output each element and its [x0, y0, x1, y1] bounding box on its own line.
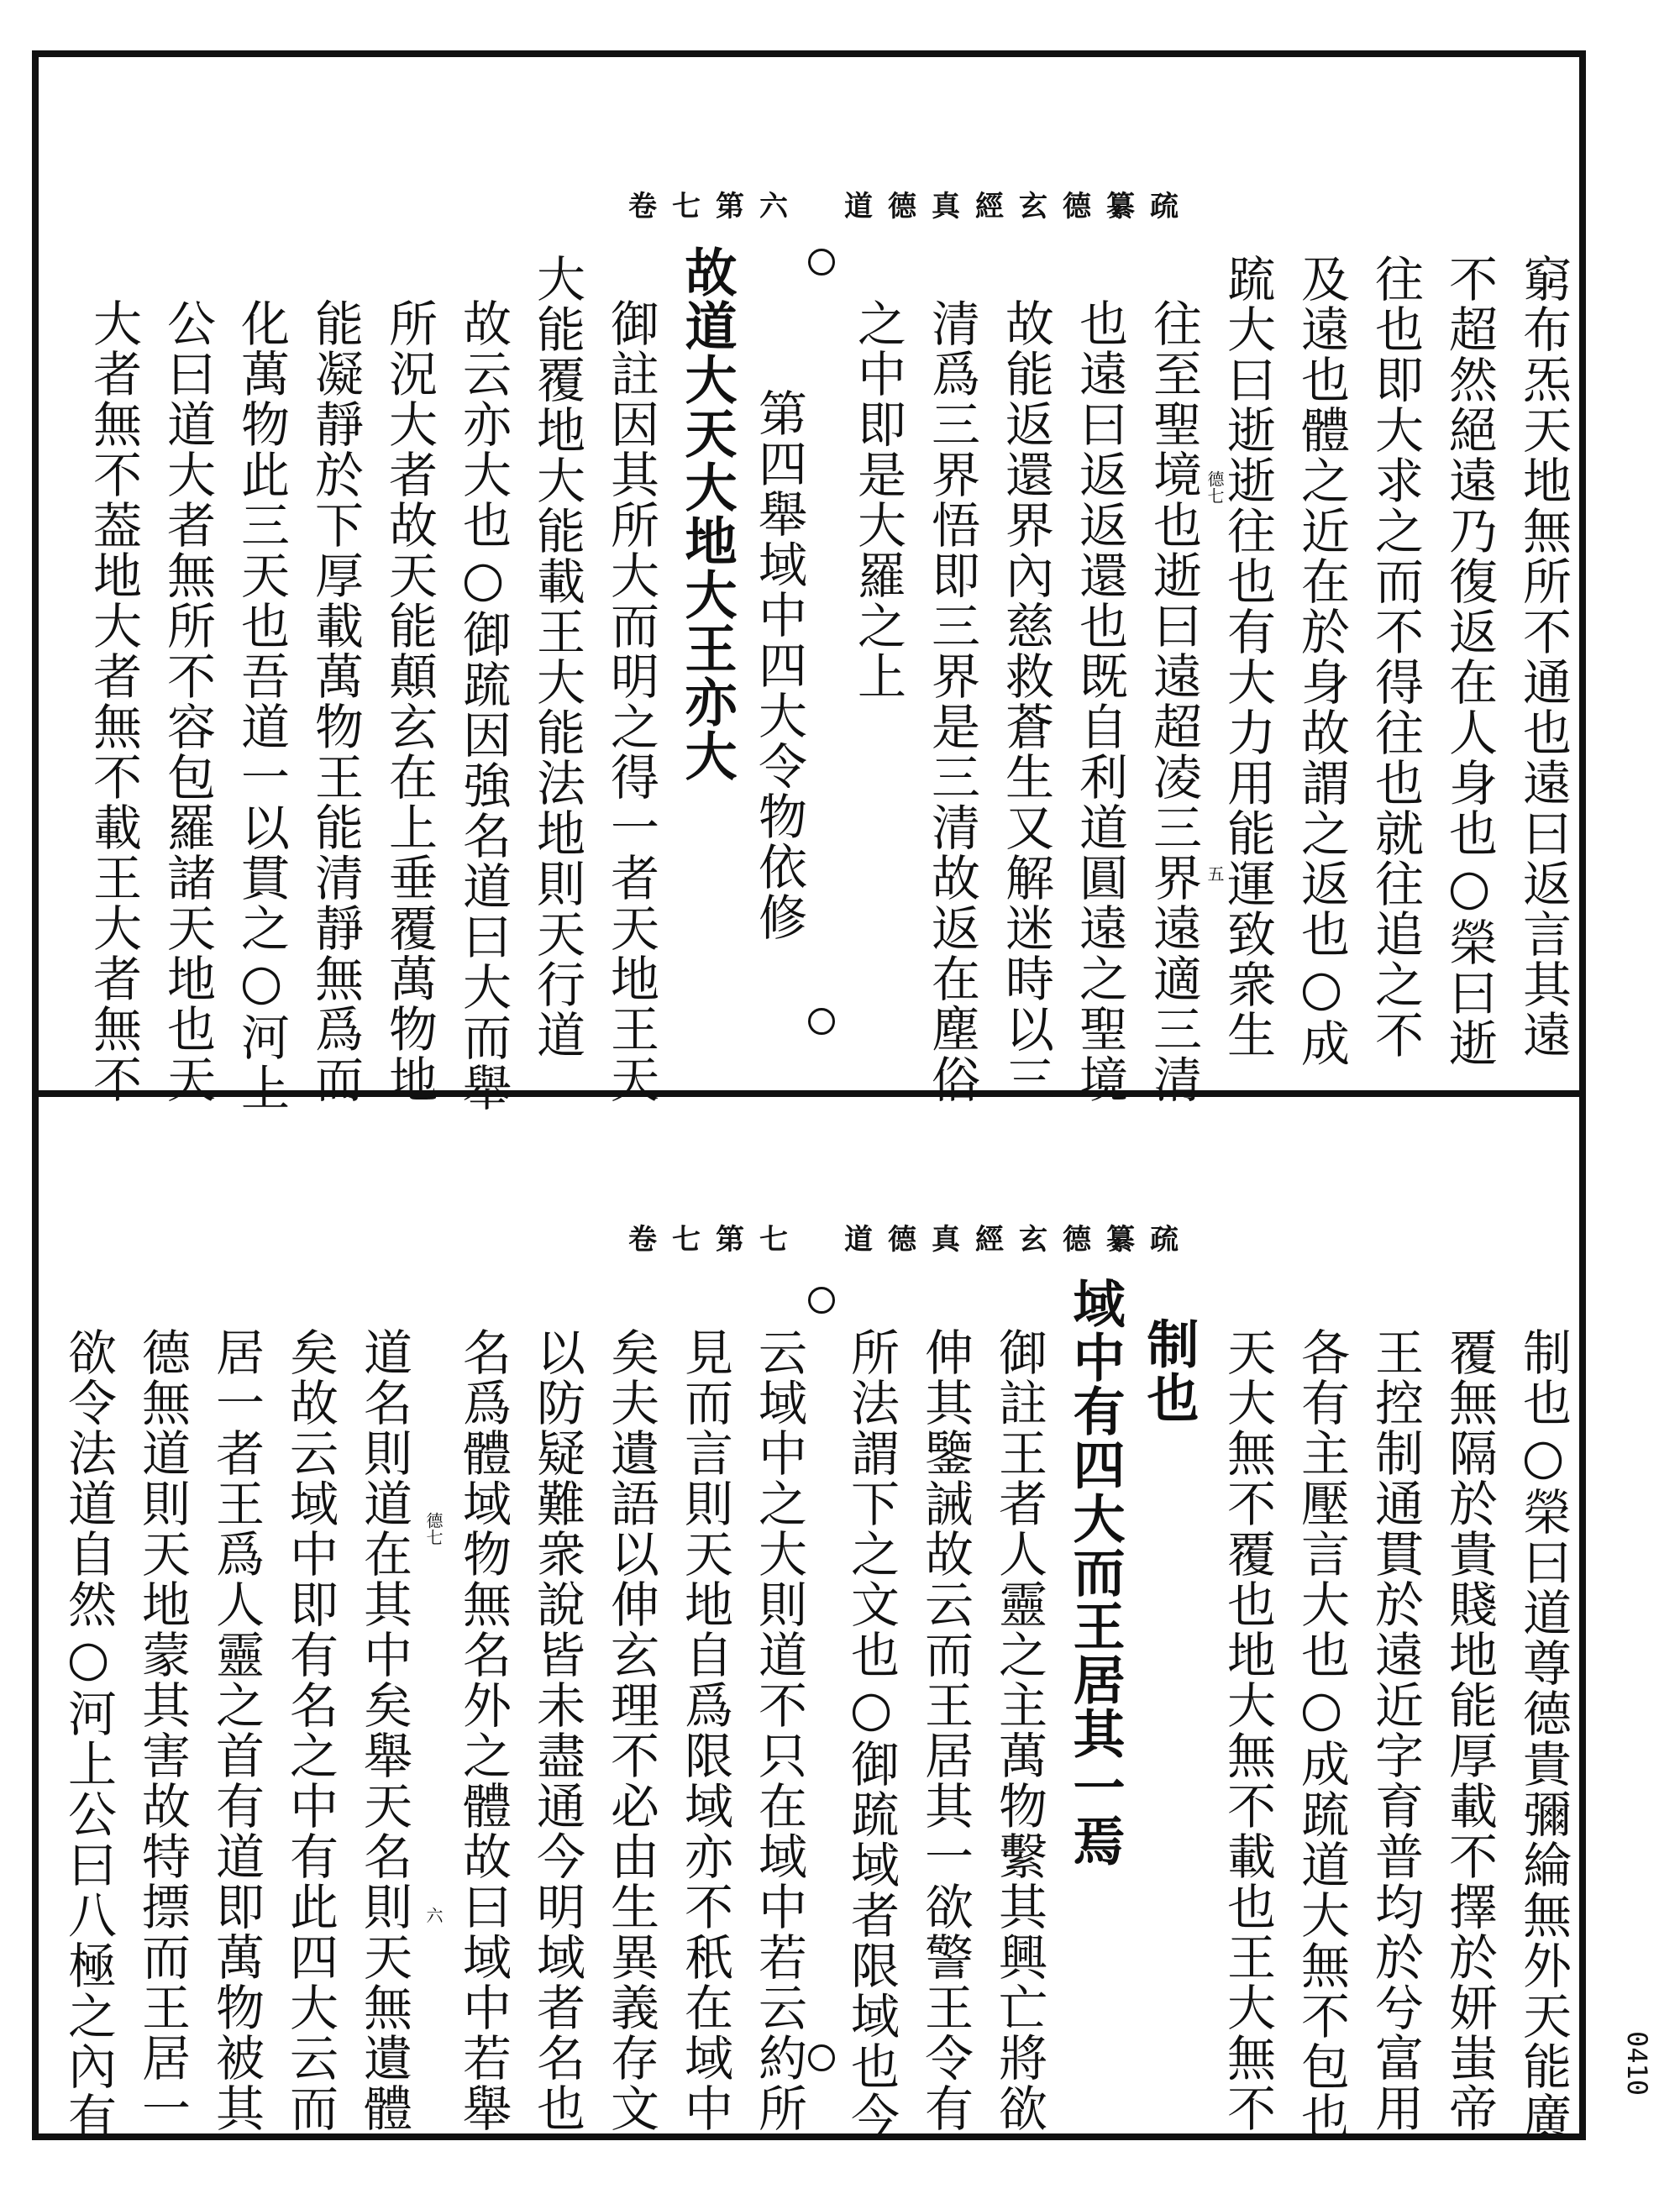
top-column-18: 化萬物此三天也吾道一以貫之○河上: [233, 298, 290, 1113]
bottom-column-16: 道名則道在其中矣舉天名則天無遺體: [355, 1327, 412, 2133]
bottom-column-1: 制也○榮曰道尊德貴彌綸無外天能廣: [1515, 1327, 1572, 2142]
bottom-header-volume: 卷七第七: [628, 1223, 803, 1257]
top-column-3: 往也即大求之而不得往也就往追之不: [1367, 254, 1424, 1060]
bottom-column-7: 域中有四大而王居其一焉: [1064, 1277, 1126, 1868]
bottom-header-title: 道德真經玄德纂疏: [844, 1223, 1194, 1257]
top-column-15: 故云亦大也○御䟽因強名道曰大而舉: [454, 298, 512, 1113]
page-code: 0410: [1621, 2031, 1653, 2097]
bottom-column-6: 制也: [1138, 1317, 1200, 1425]
bottom-column-13: 矣夫遺語以伸玄理不必由生異義存文: [602, 1327, 659, 2133]
top-circle-mark-upper: [808, 249, 835, 276]
bottom-column-14: 以防疑難衆說皆未盡通今明域者名也: [528, 1327, 585, 2133]
top-column-12: 故道大天大地大王亦大: [676, 245, 738, 783]
bottom-circle-mark-upper: [808, 1287, 835, 1314]
bottom-column-3: 王控制通貫於遠近字育普均於兮富用: [1367, 1327, 1424, 2133]
bottom-column-10: 所法謂下之文也○御䟽域者限域也今: [843, 1327, 900, 2142]
top-column-2: 不超然絕遠乃復返在人身也○榮曰逝: [1441, 254, 1498, 1068]
bottom-column-8: 御註王者人靈之主萬物繫其興亡將欲: [990, 1327, 1047, 2133]
top-margin-mark-2: 五: [1205, 865, 1225, 882]
top-column-17: 能凝靜於下厚載萬物王能清靜無爲而: [307, 298, 364, 1105]
top-column-20: 大者無不葢地大者無不載王大者無不: [85, 298, 142, 1105]
bottom-column-5: 天大無不覆也地大無不載也王大無不: [1219, 1327, 1276, 2133]
bottom-column-15: 名爲體域物無名外之體故曰域中若舉: [454, 1327, 512, 2133]
top-column-11: 第四舉域中四大令物依修: [750, 388, 807, 942]
top-column-13: 御註因其所大而明之得一者天地王天: [602, 298, 659, 1105]
bottom-column-12: 見而言則天地自爲限域亦不秖在域中: [676, 1327, 733, 2133]
bottom-column-17: 矣故云域中即有名之中有此四大云而: [281, 1327, 339, 2133]
top-column-7: 也遠曰返返還也既自利道圓遠之聖境: [1071, 298, 1128, 1105]
top-header-volume: 卷七第六: [628, 190, 803, 223]
bottom-margin-mark-2: 六: [423, 1907, 444, 1923]
bottom-column-18: 居一者王爲人靈之首有道即萬物被其: [207, 1327, 265, 2133]
top-column-4: 及遠也體之近在於身故謂之返也○成: [1293, 254, 1350, 1068]
bottom-column-11: 云域中之大則道不只在域中若云約所: [750, 1327, 807, 2133]
top-column-8: 故能返還界內慈救蒼生又解迷時以三: [997, 298, 1054, 1105]
bottom-column-4: 各有主壓言大也○成䟽道大無不包也: [1293, 1327, 1350, 2142]
top-header-title: 道德真經玄德纂疏: [844, 190, 1194, 223]
bottom-circle-mark-lower: [808, 2044, 835, 2071]
top-column-6: 往至聖境也逝曰遠超凌三界遠適三清: [1145, 298, 1202, 1105]
top-margin-mark-1: 德七: [1205, 470, 1225, 504]
top-column-14: 大能覆地大能載王大能法地則天行道: [528, 254, 585, 1060]
top-column-16: 所況大者故天能顛玄在上垂覆萬物地: [381, 298, 438, 1105]
bottom-margin-mark-1: 德七: [423, 1512, 444, 1546]
top-column-10: 之中即是大羅之上: [849, 298, 906, 701]
top-column-5: 䟽大曰逝逝往也有大力用能運致衆生: [1219, 254, 1276, 1060]
top-column-19: 公曰道大者無所不容包羅諸天地也天: [159, 298, 216, 1105]
bottom-column-20: 欲令法道自然○河上公曰八極之內有: [60, 1327, 117, 2142]
bottom-column-9: 伸其鑒誡故云而王居其一欲警王令有: [916, 1327, 974, 2133]
bottom-column-19: 德無道則天地蒙其害故特摽而王居一: [134, 1327, 191, 2133]
top-column-9: 清爲三界悟即三界是三清故返在塵俗: [923, 298, 980, 1105]
bottom-column-2: 覆無隔於貴賤地能厚載不擇於妍蚩帝: [1441, 1327, 1498, 2133]
top-circle-mark-lower: [808, 1008, 835, 1035]
top-column-1: 窮布炁天地無所不通也遠曰返言其遠: [1515, 254, 1572, 1060]
